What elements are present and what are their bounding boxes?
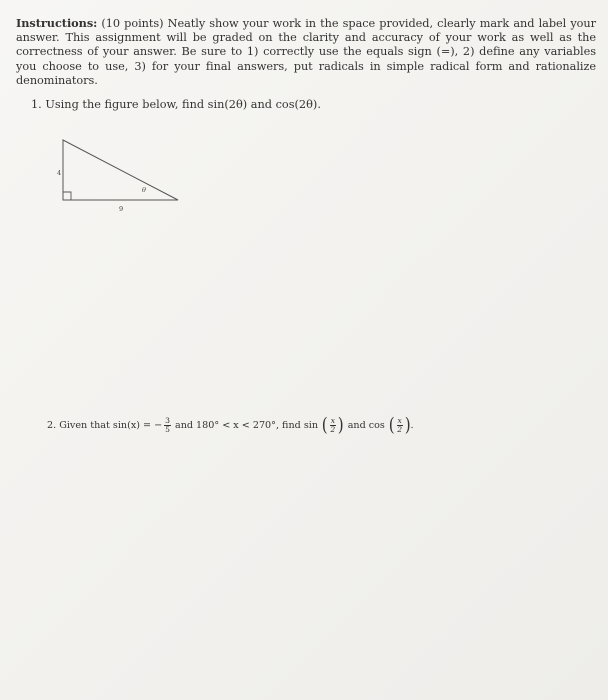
right-paren-2: ) xyxy=(404,414,411,436)
q2-condition: and 180° < x < 270°, find sin xyxy=(174,419,318,431)
fraction-numerator: 3 xyxy=(165,416,170,425)
half-angle-fraction-2 xyxy=(396,417,403,434)
q2-minus-sign: − xyxy=(154,419,163,431)
instructions-lead: Instructions: xyxy=(16,16,98,30)
half-numerator: x xyxy=(330,416,335,425)
half-numerator-2: x xyxy=(397,416,402,425)
right-paren: ) xyxy=(338,414,344,436)
half-denominator-2: 2 xyxy=(397,425,403,434)
half-denominator: 2 xyxy=(330,425,336,434)
question-1: 1. Using the figure below, find sin(2θ) and cos(2θ). xyxy=(31,98,321,111)
q2-conjunction: and cos xyxy=(347,419,385,431)
left-paren: ( xyxy=(321,414,328,436)
fraction-denominator: 5 xyxy=(165,425,170,434)
left-paren-2: ( xyxy=(388,414,395,436)
q2-period: . xyxy=(410,419,414,431)
sine-value-fraction xyxy=(164,417,171,434)
q2-prefix: 2. Given that sin(x) = xyxy=(47,419,152,431)
instructions-body: (10 points) Neatly show your work in the space provided, clearly mark and label your answer. This assignment will be graded on the clarity and accuracy of your work as well as the correctness of your answer. Be sure to 1) correctly use the equals sign (=), 2) define any variables you choose to use, 3) for your final answers, put radicals in simple radical form and rationalize denominators. xyxy=(16,17,596,87)
horizontal-leg-label: 9 xyxy=(119,205,124,213)
question-2 xyxy=(47,416,414,435)
right-triangle-figure xyxy=(50,132,190,217)
half-angle-fraction xyxy=(329,417,336,434)
angle-label: θ xyxy=(142,186,146,194)
vertical-leg-label: 4 xyxy=(57,169,62,177)
triangle-outline xyxy=(63,140,178,200)
instructions-paragraph xyxy=(16,16,596,88)
right-angle-marker xyxy=(63,192,71,200)
